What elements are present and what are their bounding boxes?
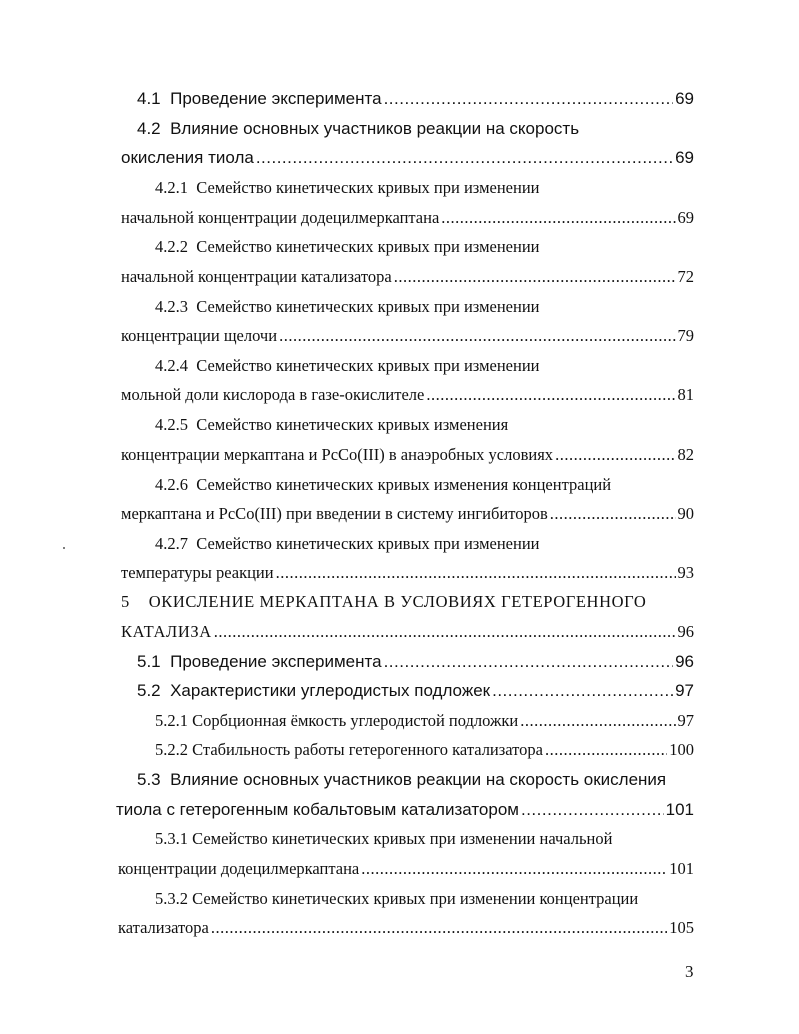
toc-page: 101 — [665, 800, 694, 819]
toc-title: Проведение эксперимента — [170, 89, 382, 108]
toc-title: Семейство кинетических кривых при изменении — [196, 297, 540, 316]
toc-entry-4-2-6-line2 — [121, 504, 694, 524]
toc-entry-4-2-6-line1 — [155, 475, 611, 495]
toc-title: Стабильность работы гетерогенного катализатора — [192, 740, 543, 759]
page-number: 3 — [685, 962, 694, 981]
toc-entry-4-2-5-line2 — [121, 445, 694, 465]
toc-title: Семейство кинетических кривых изменения — [196, 415, 509, 434]
toc-entry-4-2-5-line1 — [155, 415, 508, 435]
toc-title: Семейство кинетических кривых при изменении — [196, 237, 540, 256]
toc-title: Семейство кинетических кривых при изменении — [196, 178, 540, 197]
toc-entry-5-1 — [137, 652, 694, 672]
toc-page: 82 — [677, 445, 694, 464]
toc-entry-5-3-2-line1 — [155, 889, 638, 909]
toc-leader — [384, 89, 674, 109]
toc-leader — [214, 622, 676, 642]
toc-title-cont: температуры реакции — [121, 563, 274, 582]
toc-entry-5-3-1-line2 — [118, 859, 694, 879]
toc-entry-4-2-3-line2 — [121, 326, 694, 346]
toc-entry-4-2-7-line2 — [121, 563, 694, 583]
toc-number: 4.2.4 — [155, 356, 188, 375]
toc-entry-5-2-2 — [155, 740, 694, 760]
toc-entry-4-2-3-line1 — [155, 297, 540, 317]
toc-number: 4.2.5 — [155, 415, 188, 434]
toc-page: 97 — [675, 681, 694, 700]
toc-page: 79 — [677, 326, 694, 345]
toc-page: 90 — [677, 504, 694, 523]
toc-title-cont: тиола с гетерогенным кобальтовым катализатором — [116, 800, 519, 819]
toc-title: Семейство кинетических кривых изменения концентраций — [196, 475, 612, 494]
toc-title-cont: меркаптана и PcCo(III) при введении в систему ингибиторов — [121, 504, 548, 523]
toc-leader — [441, 208, 675, 228]
toc-title: Сорбционная ёмкость углеродистой подложки — [192, 711, 519, 730]
toc-title-cont: катализатора — [118, 918, 209, 937]
toc-leader — [520, 711, 675, 731]
toc-title: Семейство кинетических кривых при изменении начальной — [192, 829, 613, 848]
toc-title-cont: окисления тиола — [121, 148, 254, 167]
toc-number: 4.2.3 — [155, 297, 188, 316]
toc-number: 4.2.7 — [155, 534, 188, 553]
toc-title-cont: концентрации додецилмеркаптана — [118, 859, 360, 878]
toc-entry-4-2-2-line1 — [155, 237, 540, 257]
toc-leader — [384, 652, 674, 672]
toc-entry-5-2-1 — [155, 711, 694, 731]
toc-entry-4-1 — [137, 89, 694, 109]
toc-entry-4-2-2-line2 — [121, 267, 694, 287]
toc-entry-5-line2 — [121, 622, 694, 642]
toc-title-cont: мольной доли кислорода в газе-окислителе — [121, 385, 425, 404]
toc-entry-4-2-4-line1 — [155, 356, 540, 376]
toc-number: 5.3.1 — [155, 829, 188, 848]
toc-number: 5.3 — [137, 770, 161, 789]
scan-speck — [63, 547, 65, 549]
toc-leader — [276, 563, 676, 583]
toc-page: 69 — [675, 89, 694, 108]
toc-page: 69 — [677, 208, 694, 227]
toc-leader — [211, 918, 667, 938]
toc-number: 4.1 — [137, 89, 161, 108]
toc-number: 5.3.2 — [155, 889, 188, 908]
toc-title-cont: начальной концентрации додецилмеркаптана — [121, 208, 440, 227]
toc-page: 69 — [675, 148, 694, 167]
toc-title: Семейство кинетических кривых при изменении — [196, 356, 540, 375]
toc-number: 4.2.6 — [155, 475, 188, 494]
toc-leader — [555, 445, 675, 465]
toc-title: Семейство кинетических кривых при изменении концентрации — [192, 889, 639, 908]
toc-entry-5-3-1-line1 — [155, 829, 612, 849]
toc-page: 105 — [669, 918, 694, 937]
toc-page: 100 — [669, 740, 694, 759]
toc-title: Влияние основных участников реакции на скорость — [170, 119, 580, 138]
toc-title: Характеристики углеродистых подложек — [170, 681, 491, 700]
toc-title: Семейство кинетических кривых при изменении — [196, 534, 540, 553]
toc-entry-5-2 — [137, 681, 694, 701]
toc-leader — [521, 800, 664, 820]
toc-title: ОКИСЛЕНИЕ МЕРКАПТАНА В УСЛОВИЯХ ГЕТЕРОГЕННОГО — [148, 592, 647, 611]
toc-entry-4-2-1-line2 — [121, 208, 694, 228]
toc-entry-4-2-7-line1 — [155, 534, 540, 554]
toc-number: 4.2.2 — [155, 237, 188, 256]
toc-number: 5.1 — [137, 652, 161, 671]
toc-number: 5 — [121, 592, 130, 611]
toc-leader — [550, 504, 676, 524]
toc-page: 97 — [677, 711, 694, 730]
toc-number: 5.2 — [137, 681, 161, 700]
toc-title: Проведение эксперимента — [170, 652, 382, 671]
toc-entry-5-3-2-line2 — [118, 918, 694, 938]
toc-entry-5-line1 — [121, 592, 646, 612]
toc-title-cont: концентрации щелочи — [121, 326, 278, 345]
toc-number: 4.2 — [137, 119, 161, 138]
toc-title-cont: КАТАЛИЗА — [121, 622, 212, 641]
toc-leader — [279, 326, 675, 346]
toc-page: 72 — [677, 267, 694, 286]
toc-entry-4-2-4-line2 — [121, 385, 694, 405]
toc-number: 5.2.2 — [155, 740, 188, 759]
toc-entry-4-2-line1 — [137, 119, 579, 139]
toc-entry-5-3-line1 — [137, 770, 666, 790]
toc-leader — [492, 681, 673, 701]
toc-entry-4-2-1-line1 — [155, 178, 540, 198]
toc-leader — [426, 385, 675, 405]
toc-page: 93 — [677, 563, 694, 582]
toc-page: 96 — [675, 652, 694, 671]
toc-number: 5.2.1 — [155, 711, 188, 730]
toc-page: 101 — [669, 859, 694, 878]
toc-entry-5-3-line2 — [116, 800, 694, 820]
toc-page: 81 — [677, 385, 694, 404]
toc-title-cont: начальной концентрации катализатора — [121, 267, 392, 286]
toc-entry-4-2-line2 — [121, 148, 694, 168]
toc-leader — [394, 267, 676, 287]
toc-leader — [545, 740, 667, 760]
toc-leader — [256, 148, 673, 168]
toc-title-cont: концентрации меркаптана и PcCo(III) в анаэробных условиях — [121, 445, 554, 464]
toc-leader — [361, 859, 667, 879]
toc-page: 96 — [677, 622, 694, 641]
toc-title: Влияние основных участников реакции на скорость окисления — [170, 770, 667, 789]
toc-number: 4.2.1 — [155, 178, 188, 197]
